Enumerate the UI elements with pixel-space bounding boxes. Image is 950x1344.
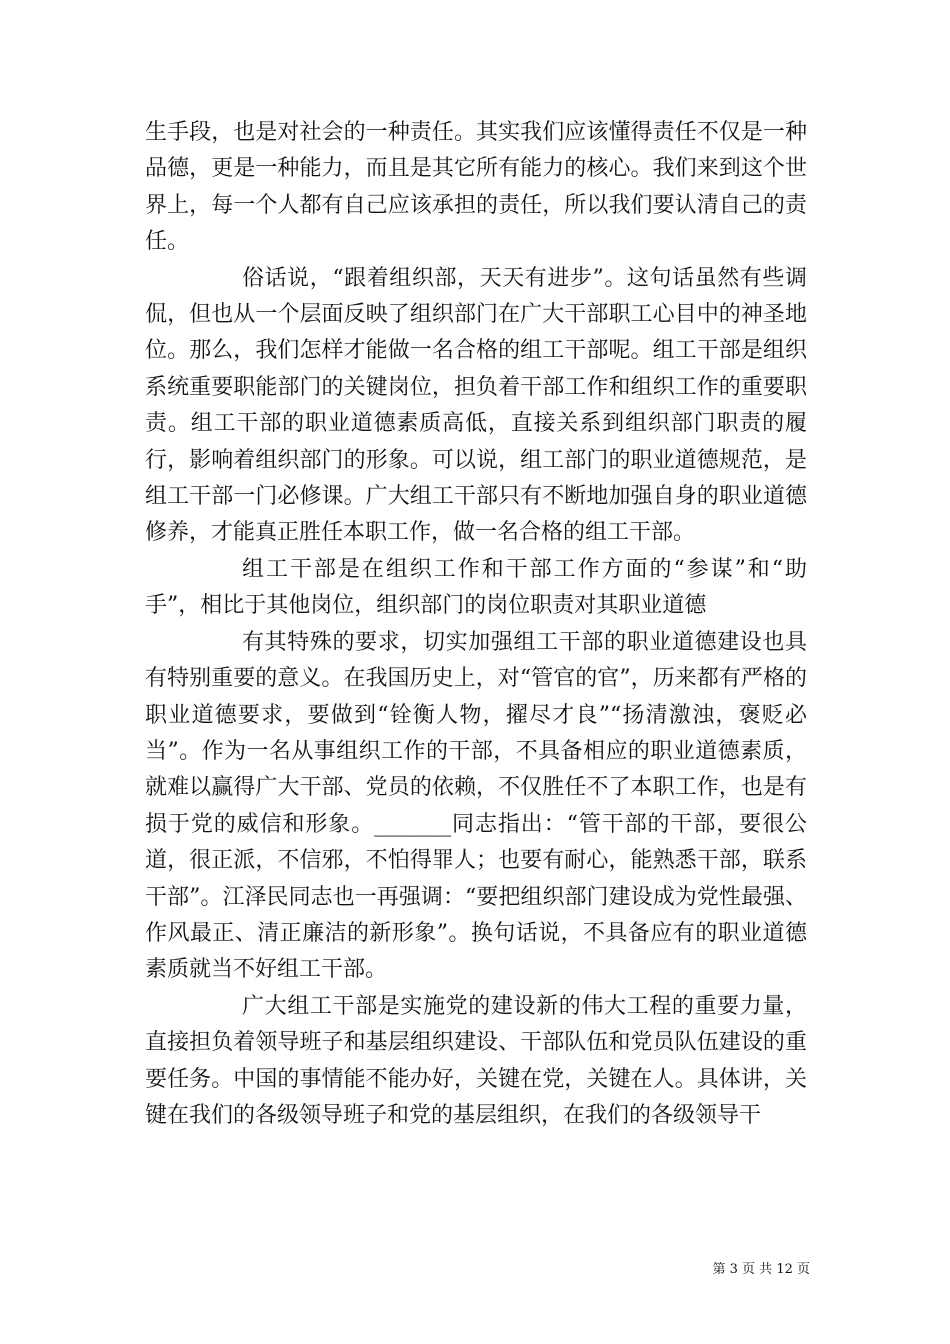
page-number: 第 3 页 共 12 页 (712, 1262, 810, 1277)
body-text (145, 115, 807, 1134)
paragraph-4: 有其特殊的要求，切实加强组工干部的职业道德建设也具有特别重要的意义。在我国历史上，对“管官的官”，历来都有严格的职业道德要求，要做到“铨衡人物，擢尽才良”“扬清激浊，褒贬必当”。作为一名从事组织工作的干部，不具备相应的职业道德素质，就难以赢得广大干部、党员的依赖，不仅胜任不了本职工作，也是有损于党的威信和形象。_______同志指出：“管干部的干部，要很公道，很正派，不信邪，不怕得罪人；也要有耐心，能熟悉干部，联系干部”。江泽民同志也一再强调：“要把组织部门建设成为党性最强、作风最正、清正廉洁的新形象”。换句话说，不具备应有的职业道德素质就当不好组工干部。 (145, 629, 807, 983)
paragraph-1: 生手段，也是对社会的一种责任。其实我们应该懂得责任不仅是一种品德，更是一种能力，而且是其它所有能力的核心。我们来到这个世界上，每一个人都有自己应该承担的责任，所以我们要认清自己的责任。 (145, 120, 807, 255)
paragraph-5: 广大组工干部是实施党的建设新的伟大工程的重要力量，直接担负着领导班子和基层组织建设、干部队伍和党员队伍建设的重要任务。中国的事情能不能办好，关键在党，关键在人。具体讲，关键在我们的各级领导班子和党的基层组织，在我们的各级领导干 (145, 993, 807, 1128)
paragraph-2: 俗话说，“跟着组织部，天天有进步”。这句话虽然有些调侃，但也从一个层面反映了组织部门在广大干部职工心目中的神圣地位。那么，我们怎样才能做一名合格的组工干部呢。组工干部是组织系统重要职能部门的关键岗位，担负着干部工作和组织工作的重要职责。组工干部的职业道德素质高低，直接关系到组织部门职责的履行，影响着组织部门的形象。可以说，组工部门的职业道德规范，是组工干部一门必修课。广大组工干部只有不断地加强自身的职业道德修养，才能真正胜任本职工作，做一名合格的组工干部。 (145, 265, 807, 546)
paragraph-3: 组工干部是在组织工作和干部工作方面的“参谋”和“助手”，相比于其他岗位，组织部门的岗位职责对其职业道德 (145, 556, 807, 619)
